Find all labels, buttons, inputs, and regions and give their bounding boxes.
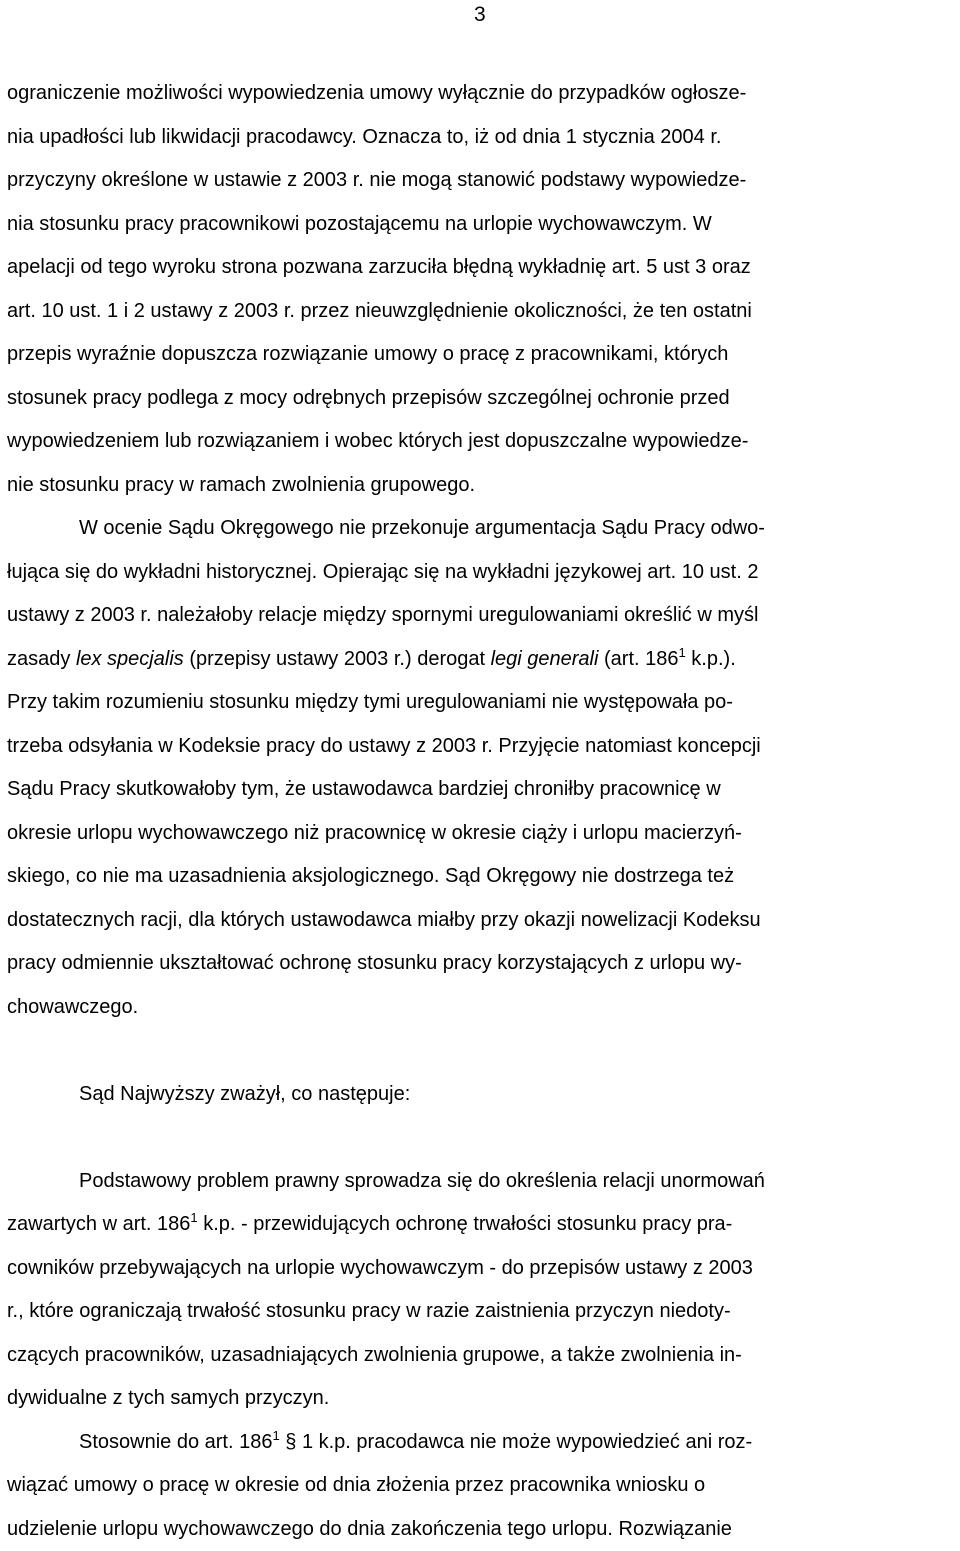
blank-line [7, 1116, 953, 1160]
section-heading: Sąd Najwyższy zważył, co następuje: [7, 1073, 953, 1117]
text-line: r., które ograniczają trwałość stosunku pracy w razie zaistnienia przyczyn niedoty- [7, 1290, 953, 1334]
text-line [7, 638, 953, 682]
text-line: dywidualne z tych samych przyczyn. [7, 1377, 953, 1421]
text-line: trzeba odsyłania w Kodeksie pracy do ustawy z 2003 r. Przyjęcie natomiast koncepcji [7, 725, 953, 769]
text-run: (przepisy ustawy 2003 r.) derogat [184, 648, 491, 670]
text-line: Sądu Pracy skutkowałoby tym, że ustawodawca bardziej chroniłby pracownicę w [7, 768, 953, 812]
text-run: (art. 186 [598, 648, 678, 670]
text-line [7, 1421, 953, 1465]
text-run: § 1 k.p. pracodawca nie może wypowiedzieć ani roz- [280, 1431, 752, 1453]
text-line: nia upadłości lub likwidacji pracodawcy. Oznacza to, iż od dnia 1 stycznia 2004 r. [7, 116, 953, 160]
text-line: chowawczego. [7, 986, 953, 1030]
page-number: 3 [474, 2, 486, 28]
text-line: ustawy z 2003 r. należałoby relacje między spornymi uregulowaniami określić w myśl [7, 594, 953, 638]
superscript: 1 [190, 1210, 197, 1225]
blank-line [7, 1029, 953, 1073]
document-body [7, 72, 953, 1551]
text-line: udzielenie urlopu wychowawczego do dnia zakończenia tego urlopu. Rozwiązanie [7, 1508, 953, 1551]
text-line: ograniczenie możliwości wypowiedzenia umowy wyłącznie do przypadków ogłosze- [7, 72, 953, 116]
text-line: apelacji od tego wyroku strona pozwana zarzuciła błędną wykładnię art. 5 ust 3 oraz [7, 246, 953, 290]
text-run: k.p. - przewidujących ochronę trwałości stosunku pracy pra- [198, 1213, 733, 1235]
text-line: okresie urlopu wychowawczego niż pracownicę w okresie ciąży i urlopu macierzyń- [7, 812, 953, 856]
text-line: przyczyny określone w ustawie z 2003 r. nie mogą stanowić podstawy wypowiedze- [7, 159, 953, 203]
text-line: pracy odmiennie ukształtować ochronę stosunku pracy korzystających z urlopu wy- [7, 942, 953, 986]
superscript: 1 [679, 645, 686, 660]
text-line: stosunek pracy podlega z mocy odrębnych przepisów szczególnej ochronie przed [7, 377, 953, 421]
text-line: skiego, co nie ma uzasadnienia aksjologicznego. Sąd Okręgowy nie dostrzega też [7, 855, 953, 899]
text-line: Podstawowy problem prawny sprowadza się do określenia relacji unormowań [7, 1160, 953, 1204]
text-line: art. 10 ust. 1 i 2 ustawy z 2003 r. przez nieuwzględnienie okoliczności, że ten ostatni [7, 290, 953, 334]
text-run: zawartych w art. 186 [7, 1213, 190, 1235]
text-line [7, 1203, 953, 1247]
text-line: cowników przebywających na urlopie wychowawczym - do przepisów ustawy z 2003 [7, 1247, 953, 1291]
text-line: czących pracowników, uzasadniających zwolnienia grupowe, a także zwolnienia in- [7, 1334, 953, 1378]
text-line: dostatecznych racji, dla których ustawodawca miałby przy okazji nowelizacji Kodeksu [7, 899, 953, 943]
text-line: nia stosunku pracy pracownikowi pozostającemu na urlopie wychowawczym. W [7, 203, 953, 247]
text-line: Przy takim rozumieniu stosunku między tymi uregulowaniami nie występowała po- [7, 681, 953, 725]
latin-term: legi generali [491, 648, 599, 670]
text-run: k.p.). [686, 648, 736, 670]
text-line: wiązać umowy o pracę w okresie od dnia złożenia przez pracownika wniosku o [7, 1464, 953, 1508]
superscript: 1 [272, 1428, 279, 1443]
text-line: nie stosunku pracy w ramach zwolnienia grupowego. [7, 464, 953, 508]
latin-term: lex specjalis [76, 648, 184, 670]
text-line: wypowiedzeniem lub rozwiązaniem i wobec których jest dopuszczalne wypowiedze- [7, 420, 953, 464]
text-line: przepis wyraźnie dopuszcza rozwiązanie umowy o pracę z pracownikami, których [7, 333, 953, 377]
text-line: W ocenie Sądu Okręgowego nie przekonuje argumentacja Sądu Pracy odwo- [7, 507, 953, 551]
text-run: zasady [7, 648, 76, 670]
text-line: łująca się do wykładni historycznej. Opierając się na wykładni językowej art. 10 ust. 2 [7, 551, 953, 595]
text-run: Stosownie do art. 186 [79, 1431, 272, 1453]
